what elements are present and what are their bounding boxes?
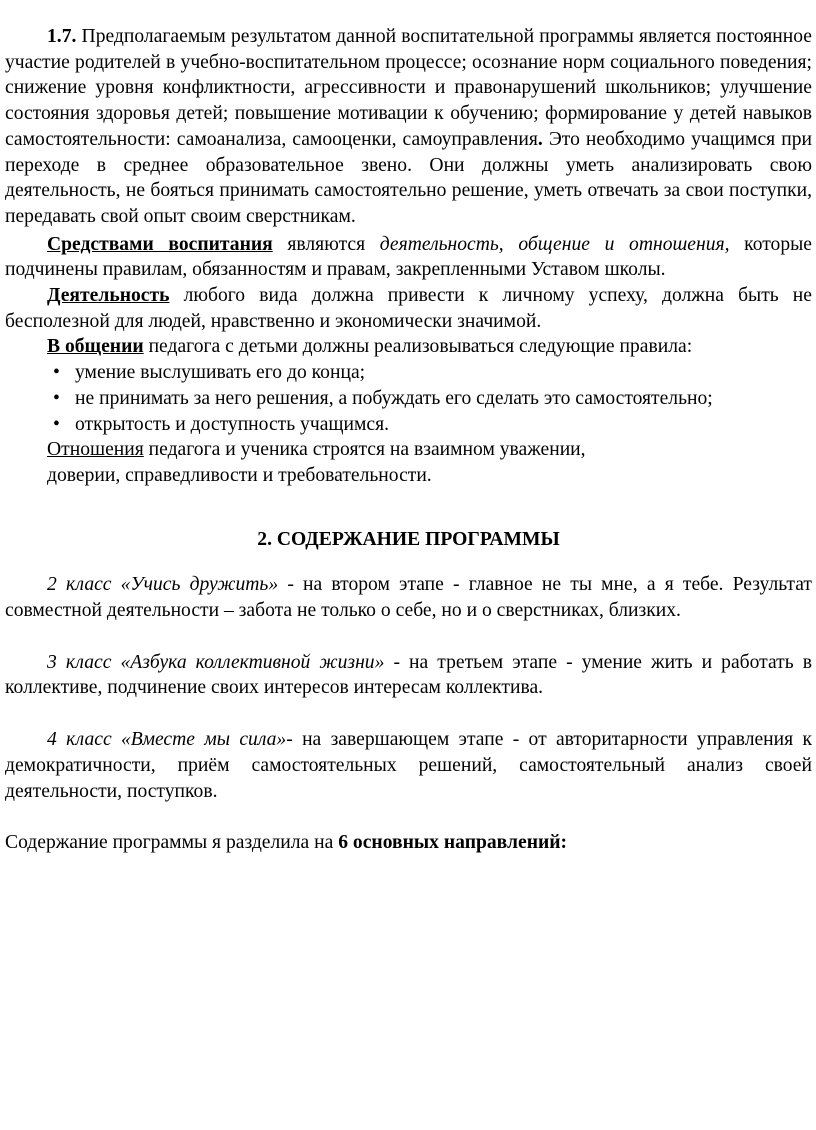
relations-label: Отношения [47,439,144,461]
paragraph-relations-line2: доверии, справедливости и требовательности. [47,464,432,486]
grade-4-text: - на завершающем этапе - от авторитарности управления к демократичности, приём самостоятельных решений, самостоятельный анализ своей деятельности, поступков. [5,729,812,802]
relations-line1: педагога и ученика строятся на взаимном уважении, [143,439,586,461]
means-label: Средствами воспитания [47,233,273,255]
bullet-icon: • [53,387,60,409]
activity-text: любого вида должна привести к личному успеху, должна быть не бесполезной для людей, нравственно и экономически значимой. [5,285,812,332]
means-rest: которые подчинены правилам, обязанностям и правам, закрепленными Уставом школы. [5,233,812,281]
paragraph-1-7 [5,24,812,230]
bullet-icon: • [53,413,60,435]
closing-bold: 6 основных направлений: [338,832,568,854]
bullet-icon: • [53,362,60,384]
means-are: являются [272,233,380,255]
list-item [53,386,812,412]
paragraph-means [5,232,812,283]
spacer [5,624,812,650]
communication-text: педагога с детьми должны реализовываться следующие правила: [143,336,693,358]
grade-3-paragraph [5,650,812,701]
paragraph-text-continued: Это необходимо учащимся при переходе в среднее образовательное звено. Они должны уметь анализировать свою деятельность, не бояться принимать самостоятельно решение, уметь отвечать за свои поступки, передавать свой опыт своим сверстникам. [5,128,812,227]
grade-4-title: 4 класс «Вместе мы сила» [47,729,287,751]
grade-2-text: - на втором этапе - главное не ты мне, а я тебе. Результат совместной деятельности – забота не только о себе, но и о сверстниках, близких. [5,574,812,622]
list-item [53,360,812,386]
spacer [5,701,812,727]
grade-2-title: 2 класс «Учись дружить» [47,574,279,596]
spacer [5,804,812,830]
paragraph-communication [5,334,812,360]
list-item-text: открытость и доступность учащимся. [75,413,389,435]
grade-3-text: - на третьем этапе - умение жить и работать в коллективе, подчинение своих интересов интересам коллектива. [5,651,812,699]
grade-2-paragraph [5,572,812,623]
paragraph-text: Предполагаемым результатом данной воспитательной программы является постоянное участие родителей в учебно-воспитательном процессе; осознание норм социального поведения; снижение уровня конфликтности, агрессивности и правонарушений школьников; улучшение состояния здоровья детей; повышение мотивации к обучению; формирование у детей навыков самостоятельности: самоанализа, самооценки, самоуправления [5,26,812,150]
means-list: деятельность, общение и отношения, [379,233,730,255]
grade-4-paragraph [5,727,812,804]
list-item-text: не принимать за него решения, а побуждать его сделать это самостоятельно; [75,387,713,409]
rules-list [5,360,812,437]
paragraph-dot: . [537,128,543,150]
activity-label: Деятельность [47,285,170,307]
paragraph-relations [5,437,812,463]
grade-3-title: 3 класс «Азбука коллективной жизни» [47,651,385,673]
closing-paragraph [5,830,812,856]
paragraph-activity [5,283,812,334]
list-item [53,412,812,438]
section-number: 1.7. [47,26,77,47]
list-item-text: умение выслушивать его до конца; [75,362,366,384]
closing-text: Содержание программы я разделила на [5,832,339,854]
communication-label: В общении [47,336,144,358]
section-2-title: 2. СОДЕРЖАНИЕ ПРОГРАММЫ [257,528,560,550]
